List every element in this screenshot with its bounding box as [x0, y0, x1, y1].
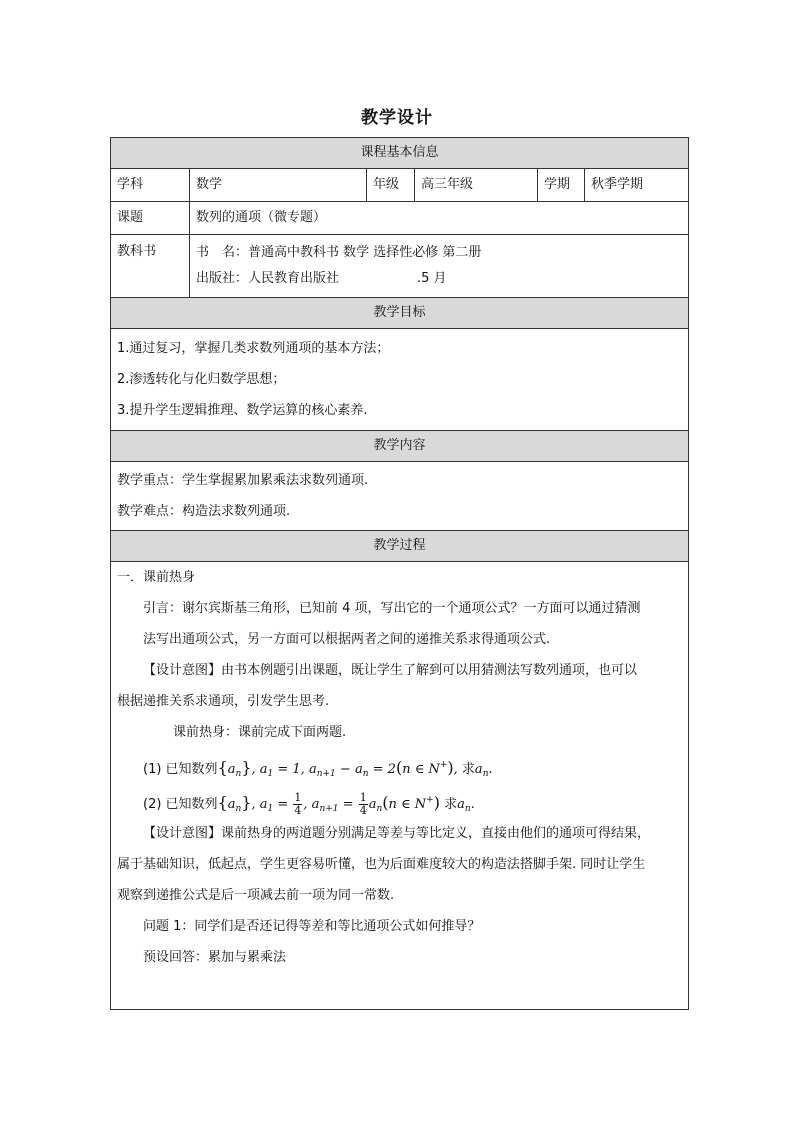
subject-label: 学科	[111, 169, 190, 202]
section-process: 教学过程	[111, 531, 689, 562]
section-objectives: 教学目标	[111, 298, 689, 329]
design-intent-line: 根据递推关系求通项，引发学生思考.	[117, 694, 330, 709]
question-1-suffix: 求	[461, 762, 475, 777]
intro-line: 法写出通项公式，另一方面可以根据两者之间的递推关系求得通项公式.	[143, 632, 551, 647]
process-heading: 一．课前热身	[117, 570, 196, 585]
design-intent-line: 【设计意图】课前热身的两道题分别满足等差与等比定义，直接由他们的通项可得结果，	[143, 826, 651, 841]
subject-value: 数学	[190, 169, 367, 202]
preset-answer-line: 预设回答：累加与累乘法	[143, 950, 287, 965]
question-1-prefix: (1) 已知数列	[143, 762, 218, 777]
difficult-point: 教学难点：构造法求数列通项.	[117, 504, 291, 519]
design-intent-line: 观察到递推公式是后一项减去前一项为同一常数.	[117, 888, 395, 903]
content-list	[111, 462, 689, 531]
grade-value: 高三年级	[415, 169, 538, 202]
objective-item: 2.渗透转化与化归数学思想；	[117, 372, 286, 387]
process-body	[111, 562, 689, 1010]
question-2-prefix: (2) 已知数列	[143, 797, 218, 812]
document-title: 教学设计	[361, 108, 433, 128]
section-basic-info: 课程基本信息	[111, 138, 689, 169]
topic-label: 课题	[111, 202, 190, 235]
key-point: 教学重点：学生掌握累加累乘法求数列通项.	[117, 473, 369, 488]
formula-1: $\{a_n\}$, $a_1 = 1$, $a_{n+1} - a_n = 2(n$ ∈ N+),	[217, 758, 458, 779]
question-line: 问题 1：同学们是否还记得等差和等比通项公式如何推导？	[143, 919, 481, 934]
design-intent-line: 【设计意图】由书本例题引出课题，既让学生了解到可以用猜测法写数列通项，也可以	[143, 663, 638, 678]
textbook-info	[190, 235, 689, 298]
textbook-publisher-line: 出版社：人民教育出版社 .5 月	[196, 271, 447, 286]
grade-label: 年级	[367, 169, 415, 202]
intro-line: 引言：谢尔宾斯基三角形，已知前 4 项，写出它的一个通项公式？一方面可以通过猜测	[143, 601, 641, 616]
warmup-line: 课前热身：课前完成下面两题.	[173, 725, 347, 740]
textbook-title-line: 书 名：普通高中教科书 数学 选择性必修 第二册	[196, 245, 482, 260]
formula-2: $\{a_n\}$, $a_1$ = $\frac{1}{4}$ , $a_{n+1}$ = $\frac{1}{4}$ $a_n(n$ ∈ N+)	[217, 791, 440, 817]
topic-value: 数列的通项（微专题）	[190, 202, 689, 235]
lesson-design-table	[110, 137, 689, 1010]
term-value: 秋季学期	[585, 169, 689, 202]
question-2: (2) 已知数列$\{a_n\}$, $a_1$ = $\frac{1}{4}$ , $a_{n+1}$ = $\frac{1}{4}$ $a_n(n$ ∈ N+) 求$a_n$.	[143, 791, 475, 817]
textbook-label: 教科书	[111, 235, 190, 298]
objectives-list	[111, 329, 689, 431]
design-intent-line: 属于基础知识，低起点，学生更容易听懂，也为后面难度较大的构造法搭脚手架. 同时让学生	[117, 857, 646, 872]
objective-item: 1.通过复习，掌握几类求数列通项的基本方法；	[117, 341, 390, 356]
question-2-suffix: 求	[444, 797, 458, 812]
section-content: 教学内容	[111, 431, 689, 462]
objective-item: 3.提升学生逻辑推理、数学运算的核心素养.	[117, 403, 368, 418]
term-label: 学期	[538, 169, 585, 202]
question-1: (1) 已知数列$\{a_n\}$, $a_1 = 1$, $a_{n+1} - a_n = 2(n$ ∈ N+), 求$a_n$.	[143, 758, 493, 779]
